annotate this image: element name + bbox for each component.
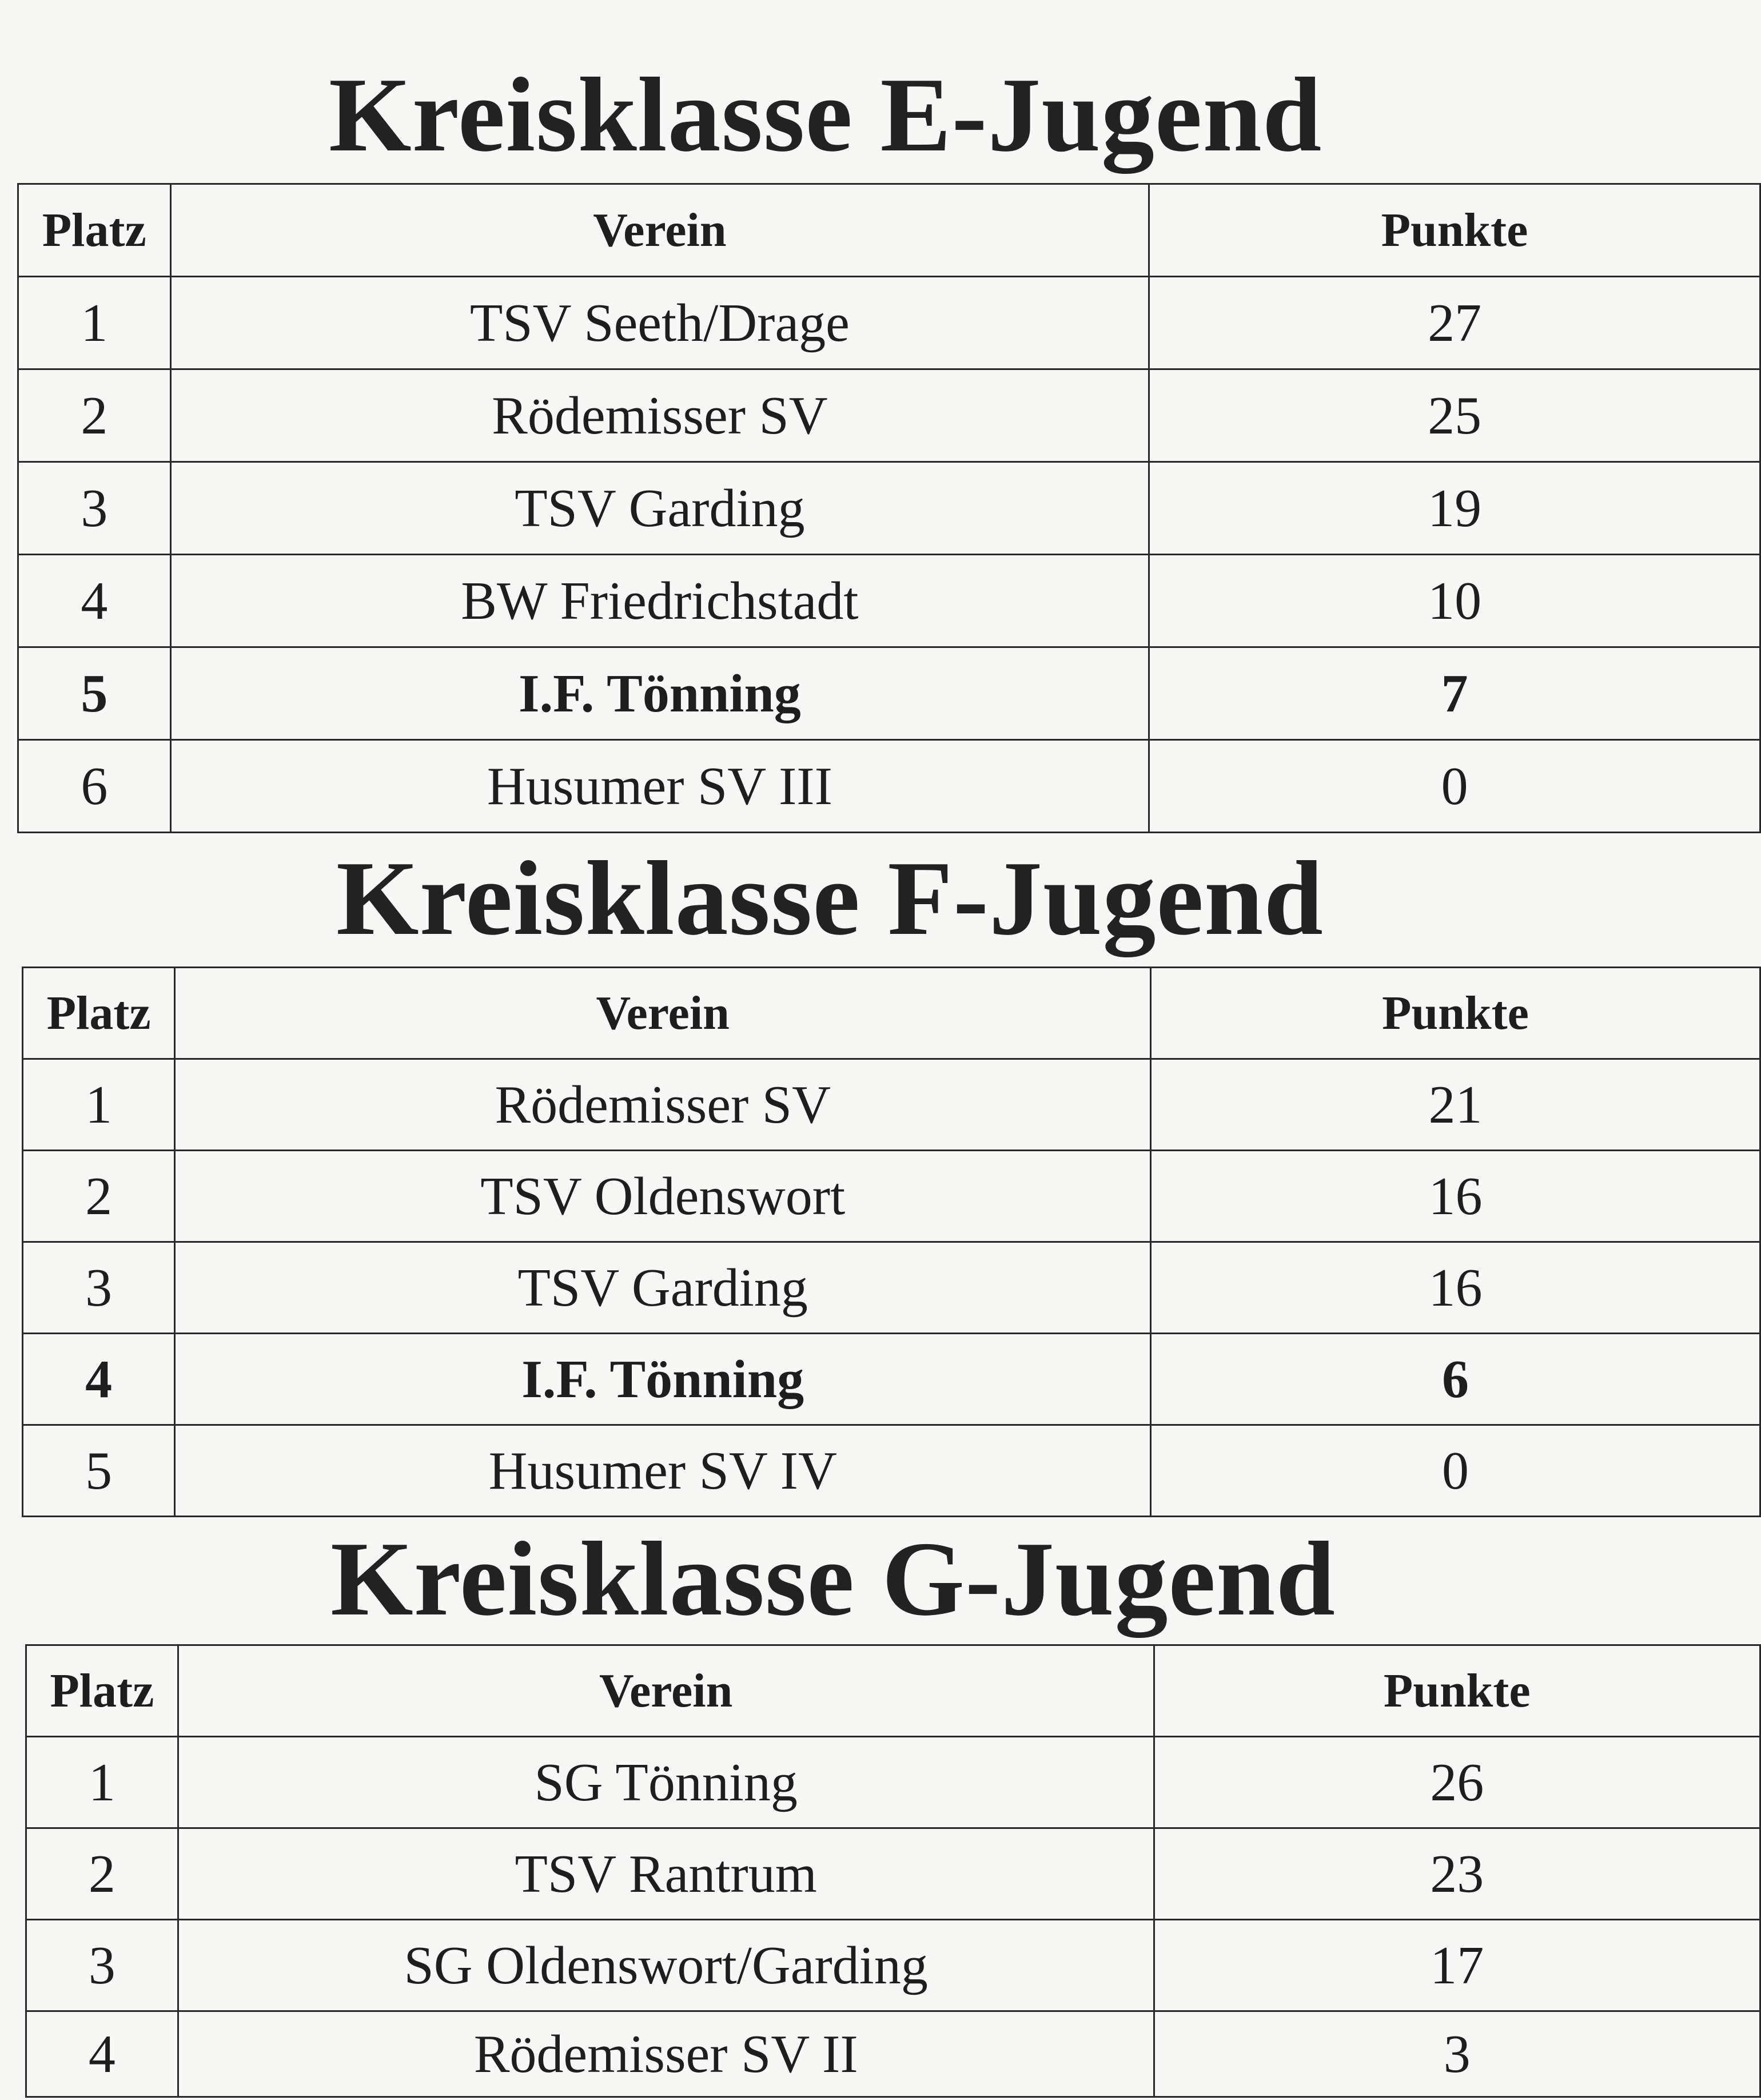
- cell-platz: 4: [18, 555, 171, 647]
- cell-punkte: 27: [1149, 277, 1760, 369]
- cell-verein: TSV Rantrum: [178, 1828, 1154, 1920]
- table-row: [26, 1920, 1760, 2011]
- table-row-highlighted: [18, 647, 1760, 740]
- cell-punkte: 16: [1151, 1242, 1760, 1334]
- table-row: [18, 740, 1760, 833]
- cell-platz: 3: [23, 1242, 175, 1334]
- cell-platz: 2: [18, 369, 171, 462]
- section-title-e-jugend: Kreisklasse E-Jugend: [329, 56, 1322, 174]
- cell-verein: BW Friedrichstadt: [170, 555, 1149, 647]
- cell-platz: 1: [23, 1059, 175, 1151]
- standings-table-g-jugend: [25, 1644, 1761, 2098]
- cell-verein: I.F. Tönning: [170, 647, 1149, 740]
- cell-platz: 3: [18, 462, 171, 555]
- cell-punkte: 16: [1151, 1151, 1760, 1242]
- table-row: [23, 1059, 1760, 1151]
- cell-platz: 1: [18, 277, 171, 369]
- cell-punkte: 26: [1154, 1737, 1760, 1828]
- cell-platz: 4: [26, 2011, 178, 2097]
- table-row-highlighted: [23, 1334, 1760, 1425]
- cell-verein: TSV Garding: [175, 1242, 1151, 1334]
- cell-verein: Husumer SV IV: [175, 1425, 1151, 1517]
- cell-punkte: 19: [1149, 462, 1760, 555]
- standings-table-f-jugend: [22, 967, 1761, 1517]
- cell-punkte: 3: [1154, 2011, 1760, 2097]
- table-row: [18, 369, 1760, 462]
- cell-verein: I.F. Tönning: [175, 1334, 1151, 1425]
- cell-punkte: 0: [1151, 1425, 1760, 1517]
- table-header-row: [18, 184, 1760, 277]
- header-verein: Verein: [170, 184, 1149, 277]
- cell-punkte: 7: [1149, 647, 1760, 740]
- cell-verein: TSV Oldenswort: [175, 1151, 1151, 1242]
- table-row: [26, 1737, 1760, 1828]
- cell-platz: 2: [26, 1828, 178, 1920]
- header-punkte: Punkte: [1149, 184, 1760, 277]
- cell-punkte: 10: [1149, 555, 1760, 647]
- cell-platz: 6: [18, 740, 171, 833]
- cell-punkte: 25: [1149, 369, 1760, 462]
- cell-punkte: 21: [1151, 1059, 1760, 1151]
- cell-platz: 5: [23, 1425, 175, 1517]
- standings-table-e-jugend: [17, 183, 1761, 833]
- cell-platz: 5: [18, 647, 171, 740]
- cell-verein: Rödemisser SV: [175, 1059, 1151, 1151]
- cell-verein: SG Tönning: [178, 1737, 1154, 1828]
- section-title-f-jugend: Kreisklasse F-Jugend: [336, 840, 1324, 957]
- cell-verein: TSV Seeth/Drage: [170, 277, 1149, 369]
- table-row: [18, 462, 1760, 555]
- table-row: [23, 1242, 1760, 1334]
- table-row: [18, 277, 1760, 369]
- cell-punkte: 6: [1151, 1334, 1760, 1425]
- header-platz: Platz: [26, 1645, 178, 1737]
- cell-verein: TSV Garding: [170, 462, 1149, 555]
- table-row: [26, 2011, 1760, 2097]
- cell-platz: 4: [23, 1334, 175, 1425]
- cell-platz: 3: [26, 1920, 178, 2011]
- cell-verein: Husumer SV III: [170, 740, 1149, 833]
- table-row: [18, 555, 1760, 647]
- cell-platz: 2: [23, 1151, 175, 1242]
- header-platz: Platz: [23, 968, 175, 1059]
- cell-punkte: 23: [1154, 1828, 1760, 1920]
- cell-platz: 1: [26, 1737, 178, 1828]
- header-verein: Verein: [175, 968, 1151, 1059]
- cell-punkte: 17: [1154, 1920, 1760, 2011]
- table-row: [26, 1828, 1760, 1920]
- header-punkte: Punkte: [1154, 1645, 1760, 1737]
- table-row: [23, 1151, 1760, 1242]
- cell-verein: SG Oldenswort/Garding: [178, 1920, 1154, 2011]
- cell-verein: Rödemisser SV II: [178, 2011, 1154, 2097]
- cell-verein: Rödemisser SV: [170, 369, 1149, 462]
- table-row: [23, 1425, 1760, 1517]
- header-punkte: Punkte: [1151, 968, 1760, 1059]
- section-title-g-jugend: Kreisklasse G-Jugend: [330, 1520, 1336, 1638]
- header-verein: Verein: [178, 1645, 1154, 1737]
- header-platz: Platz: [18, 184, 171, 277]
- table-header-row: [26, 1645, 1760, 1737]
- cell-punkte: 0: [1149, 740, 1760, 833]
- table-header-row: [23, 968, 1760, 1059]
